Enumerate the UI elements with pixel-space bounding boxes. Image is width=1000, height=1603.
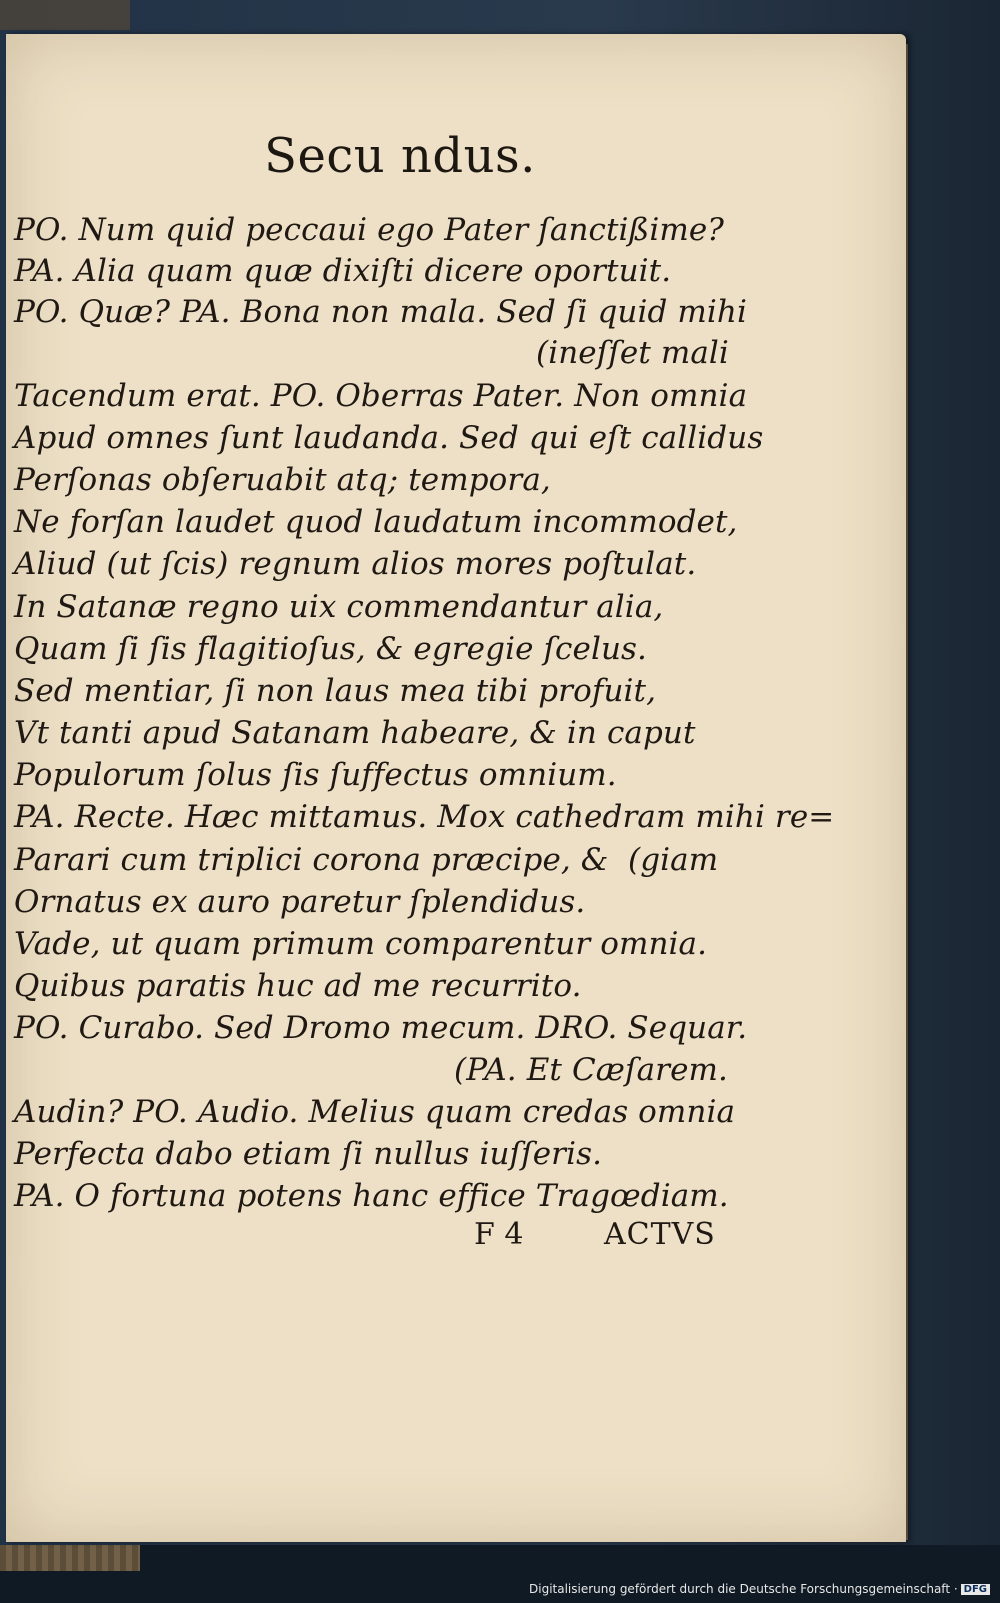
- text-line: Aliud (ut ſcis) regnum alios mores poſtulat.: [14, 546, 697, 582]
- text-line-continuation: (giam: [628, 842, 719, 878]
- text-line: Perfecta dabo etiam ſi nullus iuſſeris.: [14, 1136, 603, 1172]
- text-line: Audin? PO. Audio. Melius quam credas omnia: [14, 1094, 736, 1130]
- text-line: PO. Quæ? PA. Bona non mala. Sed ſi quid mihi: [14, 294, 747, 330]
- catchword: ACTVS: [604, 1217, 716, 1252]
- text-line: Quam ſi ſis flagitioſus, & egregie ſcelus.: [14, 631, 648, 667]
- text-line: Tacendum erat. PO. Oberras Pater. Non omnia: [14, 378, 748, 414]
- text-line: PA. Recte. Hæc mittamus. Mox cathedram mihi re=: [14, 799, 835, 835]
- text-line: Ne forſan laudet quod laudatum incommodet,: [14, 504, 738, 540]
- text-line: Quibus paratis huc ad me recurrito.: [14, 968, 582, 1004]
- text-line: PO. Curabo. Sed Dromo mecum. DRO. Sequar.: [14, 1010, 748, 1046]
- text-line: Populorum ſolus ſis ſuffectus omnium.: [14, 757, 617, 793]
- page-heading: Secu ndus.: [264, 128, 536, 184]
- dfg-logo: DFG: [961, 1584, 990, 1595]
- text-line-continuation: (PA. Et Cæſarem.: [454, 1052, 728, 1088]
- attribution: [529, 1582, 990, 1596]
- signature-mark: F 4: [474, 1217, 524, 1252]
- text-line: Perſonas obſeruabit atq; tempora,: [14, 462, 551, 498]
- book-cover-edge-bottom: [0, 1545, 140, 1571]
- text-line: PA. O fortuna potens hanc effice Tragœdiam.: [14, 1178, 729, 1214]
- text-line: In Satanæ regno uix commendantur alia,: [14, 589, 664, 625]
- text-line: Apud omnes ſunt laudanda. Sed qui eſt callidus: [14, 420, 764, 456]
- text-line: Ornatus ex auro paretur ſplendidus.: [14, 884, 586, 920]
- text-line-continuation: (ineſſet mali: [536, 335, 729, 371]
- text-line: Vt tanti apud Satanam habeare, & in caput: [14, 715, 696, 751]
- text-line: PO. Num quid peccaui ego Pater ſanctißime?: [14, 212, 725, 248]
- attribution-text: Digitalisierung gefördert durch die Deutsche Forschungsgemeinschaft ·: [529, 1582, 958, 1596]
- text-line: Vade, ut quam primum comparentur omnia.: [14, 926, 708, 962]
- text-line: Parari cum triplici corona præcipe, &: [14, 842, 609, 878]
- text-line: Sed mentiar, ſi non laus mea tibi profuit,: [14, 673, 657, 709]
- text-line: PA. Alia quam quæ dixiſti dicere oportuit.: [14, 253, 672, 289]
- book-cover-edge-top: [0, 0, 130, 30]
